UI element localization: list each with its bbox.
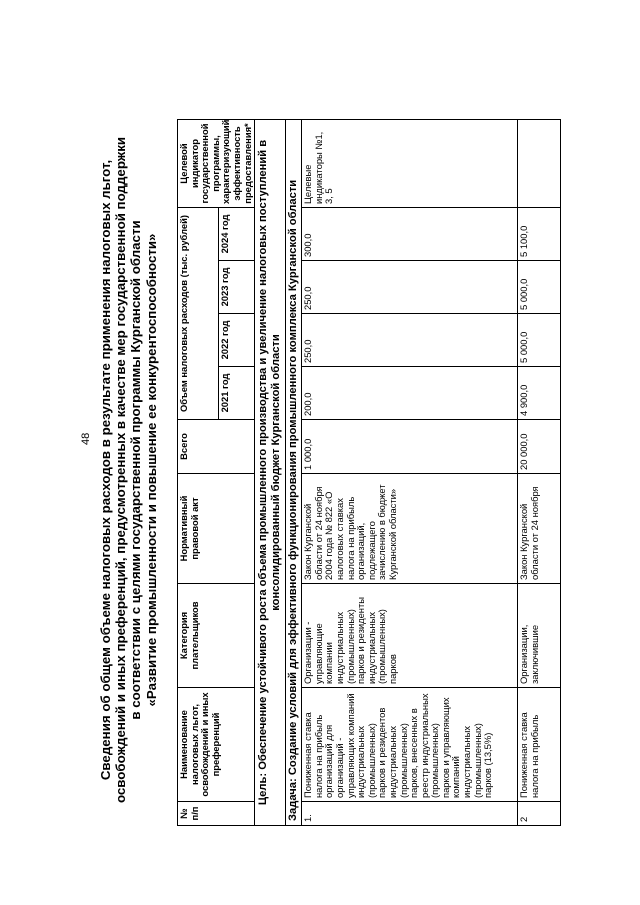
- cell-name: Пониженная ставка налога на прибыль: [518, 688, 561, 802]
- task-text: Задача: Создание условий для эффективного функционирования промышленного комплекса Курганской области: [286, 120, 302, 826]
- header-2021: 2021 год: [219, 367, 255, 420]
- title-line: «Развитие промышленности и повышение ее конкурентоспособности»: [143, 233, 159, 707]
- header-volume: Объем налоговых расходов (тыс. рублей): [178, 208, 219, 420]
- cell-act: Закон Курганской области от 24 ноября: [518, 474, 561, 584]
- cell-2022: 5 000,0: [518, 314, 561, 367]
- header-row: [178, 120, 219, 826]
- task-row: [286, 120, 302, 826]
- table-row: [302, 120, 518, 826]
- title-line: освобождений и иных преференций, предусмотренных в качестве мер государственной поддержки: [113, 136, 129, 804]
- header-2024: 2024 год: [219, 208, 255, 261]
- cell-2023: 250,0: [302, 261, 518, 314]
- header-category: Категория плательщиков: [178, 584, 255, 688]
- document-title: [98, 80, 159, 860]
- cell-num: 1.: [302, 802, 518, 826]
- cell-category: Организации - управляющие компании индустриальных (промышленных) парков и резиденты индустриальных (промышленных) парков: [302, 584, 518, 688]
- title-line: в соответствии с целями государственной программы Курганской области: [128, 220, 144, 720]
- tax-expenditure-table: [177, 119, 561, 826]
- header-name: Наименование налоговых льгот, освобождений и иных преференций: [178, 688, 255, 802]
- table-row: [518, 120, 561, 826]
- header-act: Нормативный правовой акт: [178, 474, 255, 584]
- header-num: № п/п: [178, 802, 255, 826]
- cell-category: Организации, заключившие: [518, 584, 561, 688]
- header-2023: 2023 год: [219, 261, 255, 314]
- cell-indicator: [518, 120, 561, 208]
- cell-2024: 300,0: [302, 208, 518, 261]
- cell-2022: 250,0: [302, 314, 518, 367]
- cell-2021: 200,0: [302, 367, 518, 420]
- header-indicator: Целевой индикатор государственной программы, характеризующий эффективность предоставления*: [178, 120, 255, 208]
- header-total: Всего: [178, 420, 255, 474]
- title-line: Сведения об общем объеме налоговых расходов в результате применения налоговых льгот,: [98, 159, 113, 781]
- page-number: 48: [80, 432, 92, 445]
- cell-total: 1 000,0: [302, 420, 518, 474]
- cell-total: 20 000,0: [518, 420, 561, 474]
- cell-2021: 4 900,0: [518, 367, 561, 420]
- cell-2024: 5 100,0: [518, 208, 561, 261]
- cell-name: Пониженная ставка налога на прибыль организаций для организаций - управляющих компаний индустриальных (промышленных) парков и резидентов индустриальных (промышленных) парков, внесенных в реестр индустриальных (промышленных) парков и управляющих компаний индустриальных (промышленных) парков (13,5%): [302, 688, 518, 802]
- rotated-page-content: [98, 80, 618, 860]
- cell-num: 2: [518, 802, 561, 826]
- cell-act: Закон Курганской области от 24 ноября 2004 года № 822 «О налоговых ставках налога на прибыль организаций, подлежащего зачислению в бюджет Курганской области»: [302, 474, 518, 584]
- goal-text: Цель: Обеспечение устойчивого роста объема промышленного производства и увеличение налоговых поступлений в консолидированный бюджет Курганской области: [255, 120, 286, 826]
- header-2022: 2022 год: [219, 314, 255, 367]
- cell-indicator: Целевые индикаторы №1, 3, 5: [302, 120, 518, 208]
- cell-2023: 5 000,0: [518, 261, 561, 314]
- goal-row: [255, 120, 286, 826]
